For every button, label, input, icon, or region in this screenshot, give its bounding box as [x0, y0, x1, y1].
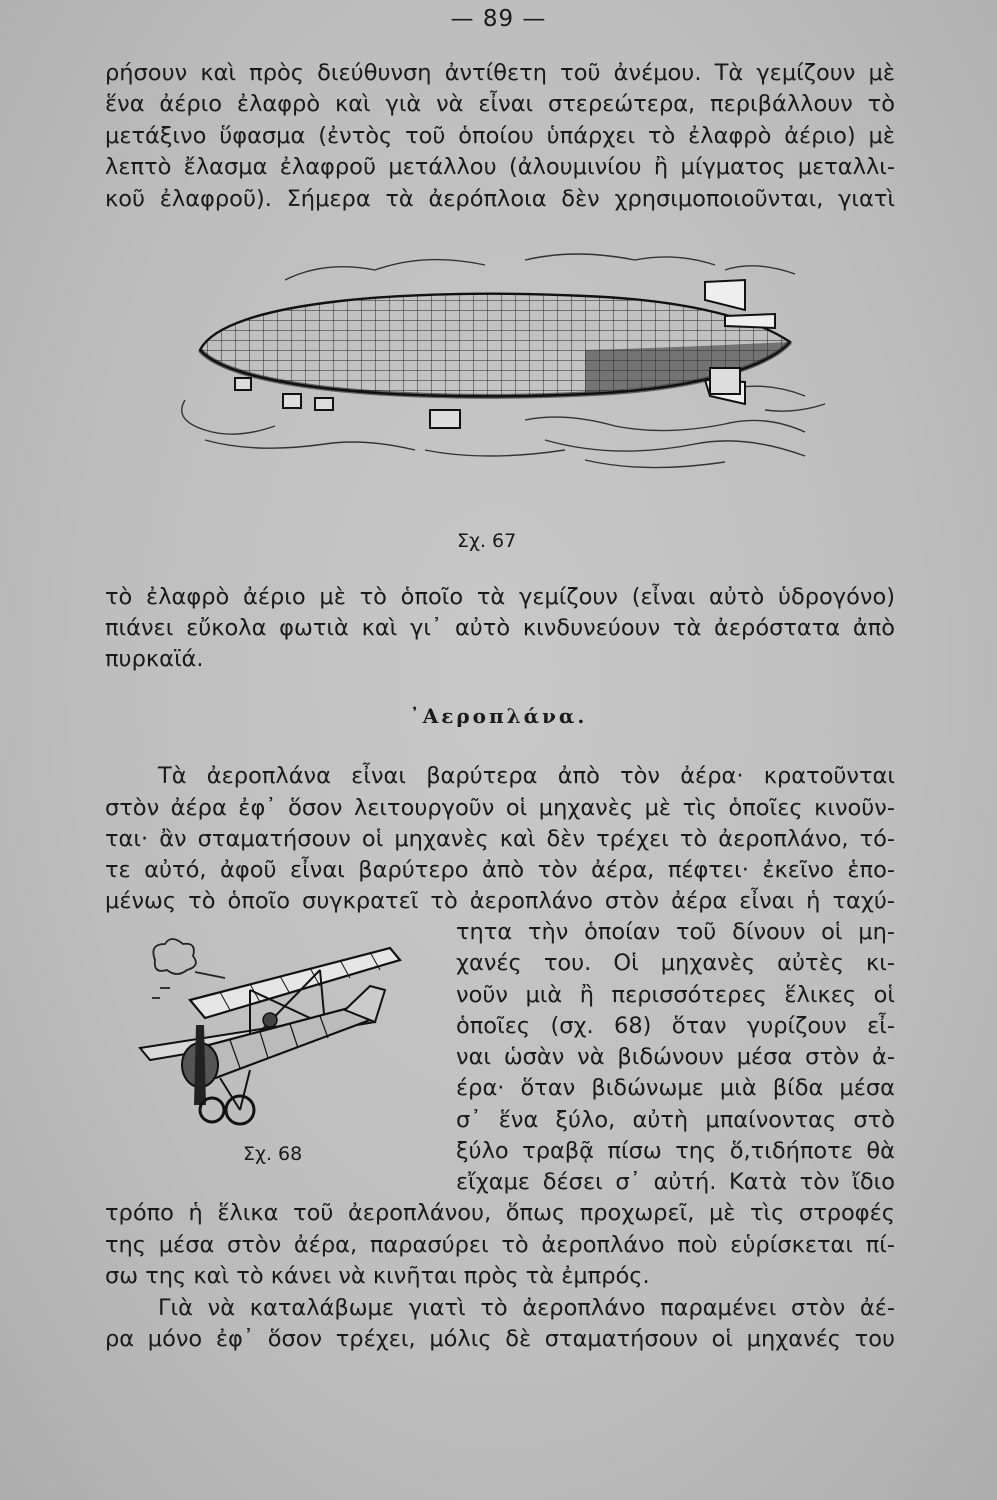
section-heading: ᾿Αεροπλάνα.	[409, 704, 588, 728]
figure-67-caption: Σχ. 67	[457, 530, 517, 552]
text-line: μένως τὸ ὁποῖο συγκρατεῖ τὸ ἀεροπλάνο στὸν ἀέρα εἶναι ἡ ταχύ-	[105, 888, 895, 914]
text-line: ναι ὡσὰν νὰ βιδώνουν μέσα στὸν ἀ-	[456, 1044, 895, 1070]
text-line: χανές του. Οἱ μηχανὲς αὐτὲς κι-	[456, 950, 895, 976]
text-line: τητα τὴν ὁποίαν τοῦ δίνουν οἱ μη-	[456, 919, 895, 945]
text-line: πυρκαϊά.	[105, 646, 204, 672]
figure-68-caption: Σχ. 68	[243, 1143, 303, 1165]
text-line: στὸν ἀέρα ἐφ᾽ ὅσον λειτουργοῦν οἱ μηχανὲς μὲ τὶς ὁποῖες κινοῦν-	[105, 795, 895, 821]
text-line: σω της καὶ τὸ κάνει νὰ κινῆται πρὸς τὰ ἐμπρός.	[105, 1263, 650, 1289]
text-line: ξύλο τραβᾷ πίσω της ὅ,τιδήποτε θὰ	[456, 1138, 895, 1164]
text-line: Τὰ ἀεροπλάνα εἶναι βαρύτερα ἀπὸ τὸν ἀέρα· κρατοῦνται	[158, 763, 895, 789]
text-line: της μέσα στὸν ἀέρα, παρασύρει τὸ ἀεροπλάνο ποὺ εὑρίσκεται πί-	[105, 1232, 895, 1258]
propeller	[194, 1025, 206, 1105]
text-line: εἴχαμε δέσει σ᾽ αὐτή. Κατὰ τὸν ἴδιο	[456, 1169, 895, 1195]
text-line: σ᾽ ἕνα ξύλο, αὐτὴ μπαίνοντας στὸ	[456, 1107, 895, 1133]
airship-illustration	[165, 240, 845, 500]
text-line: κοῦ ἐλαφροῦ). Σήμερα τὰ ἀερόπλοια δὲν χρησιμοποιοῦνται, γιατὶ	[105, 186, 895, 212]
text-line: Γιὰ νὰ καταλάβωμε γιατὶ τὸ ἀεροπλάνο παραμένει στὸν ἀέ-	[158, 1295, 895, 1321]
text-line: τρόπο ἡ ἕλικα τοῦ ἀεροπλάνου, ὅπως προχωρεῖ, μὲ τὶς στροφές	[105, 1200, 895, 1226]
wheel	[200, 1098, 224, 1122]
text-line: μετάξινο ὕφασμα (ἐντὸς τοῦ ὁποίου ὑπάρχει τὸ ἐλαφρὸ ἀέριο) μὲ	[105, 123, 895, 149]
smoke-puff	[152, 939, 225, 998]
biplane-illustration	[100, 930, 440, 1130]
text-line: νοῦν μιὰ ἢ περισσότερες ἕλικες οἱ	[456, 982, 895, 1008]
text-line: ἕνα ἀέριο ἐλαφρὸ καὶ γιὰ νὰ εἶναι στερεώτερα, περιβάλλουν τὸ	[105, 91, 895, 117]
text-line: έρα· ὅταν βιδώνωμε μιὰ βίδα μέσα	[456, 1075, 895, 1101]
text-line: ται· ἂν σταματήσουν οἱ μηχανὲς καὶ δὲν τρέχει τὸ ἀεροπλάνο, τό-	[105, 826, 895, 852]
text-line: ρήσουν καὶ πρὸς διεύθυνση ἀντίθετη τοῦ ἀνέμου. Τὰ γεμίζουν μὲ	[105, 60, 895, 86]
text-line: πιάνει εὔκολα φωτιὰ καὶ γι᾽ αὐτὸ κινδυνεύουν τὰ ἀερόστατα ἀπὸ	[105, 615, 895, 641]
text-line: τε αὐτό, ἀφοῦ εἶναι βαρύτερο ἀπὸ τὸν ἀέρα, πέφτει· ἐκεῖνο ἑπο-	[105, 857, 895, 883]
text-line: τὸ ἐλαφρὸ ἀέριο μὲ τὸ ὁποῖο τὰ γεμίζουν (εἶναι αὐτὸ ὑδρογόνο)	[105, 584, 895, 610]
text-line: ρα μόνο ἐφ᾽ ὅσον τρέχει, μόλις δὲ σταματήσουν οἱ μηχανές του	[105, 1326, 895, 1352]
text-line: ὁποῖες (σχ. 68) ὅταν γυρίζουν εἶ-	[456, 1013, 895, 1039]
page-number: — 89 —	[450, 6, 547, 32]
text-line: λεπτὸ ἔλασμα ἐλαφροῦ μετάλλου (ἀλουμινίου ἢ μίγματος μεταλλι-	[105, 154, 895, 180]
